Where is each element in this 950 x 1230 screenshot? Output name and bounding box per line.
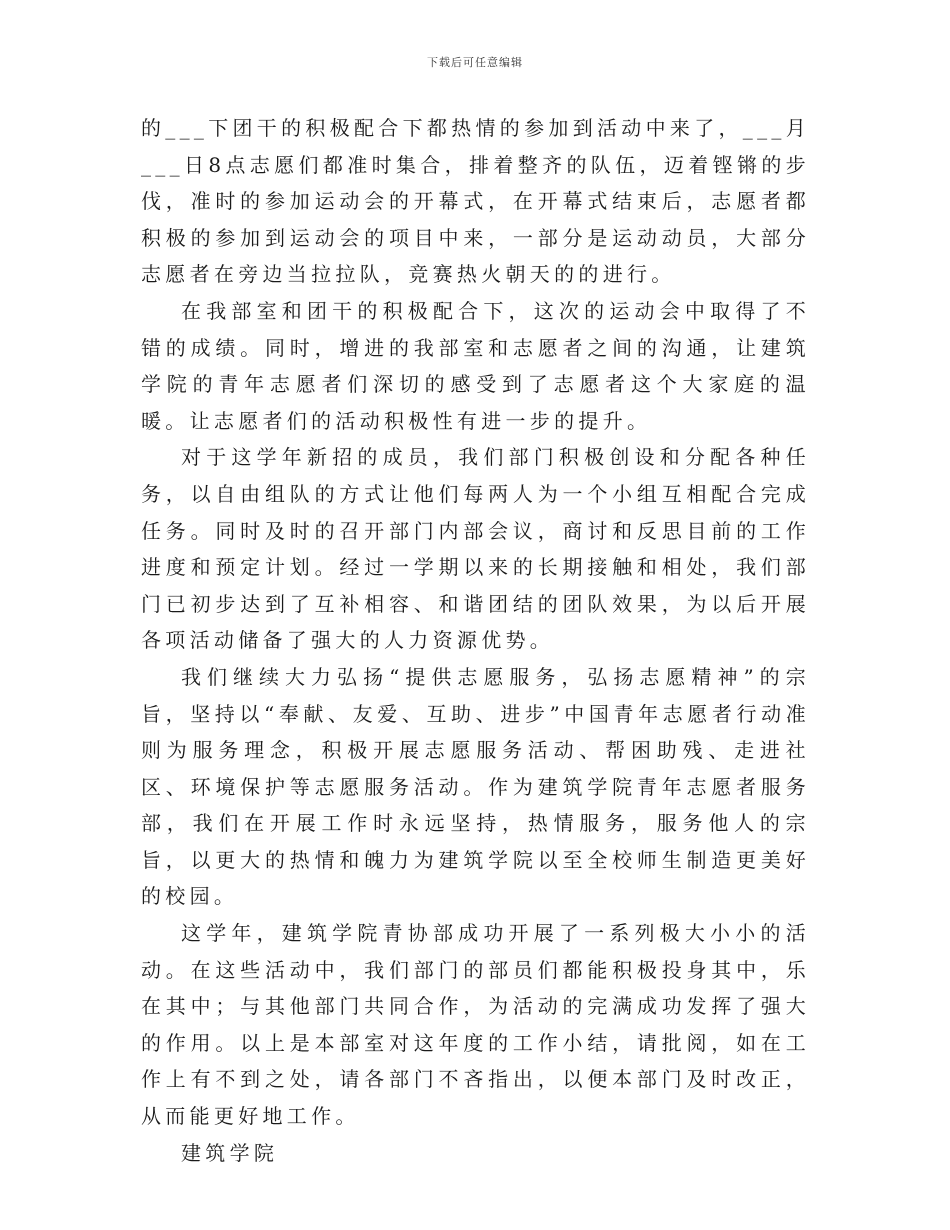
page-header: 下载后可任意编辑 <box>427 56 523 69</box>
signature: 建筑学院 <box>181 1140 279 1165</box>
paragraph-3: 对于这学年新招的成员，我们部门积极创设和分配各种任务，以自由组队的方式让他们每两人为一个小组互相配合完成任务。同时及时的召开部门内部会议，商讨和反思目前的工作进度和预定计划。经过一学期以来的长期接触和相处，我们部门已初步达到了互补相容、和谐团结的团队效果，为以后开展各项活动储备了强大的人力资源优势。 <box>141 445 810 653</box>
paragraph-4: 我们继续大力弘扬“提供志愿服务，弘扬志愿精神”的宗旨，坚持以“奉献、友爱、互助、进步”中国青年志愿者行动准则为服务理念，积极开展志愿服务活动、帮困助残、走进社区、环境保护等志愿服务活动。作为建筑学院青年志愿者服务部，我们在开展工作时永远坚持，热情服务，服务他人的宗旨，以更大的热情和魄力为建筑学院以至全校师生制造更美好的校园。 <box>141 664 810 909</box>
document-body <box>141 110 810 1171</box>
paragraph-5: 这学年，建筑学院青协部成功开展了一系列极大小小的活动。在这些活动中，我们部门的部员们都能积极投身其中，乐在其中；与其他部门共同合作，为活动的完满成功发挥了强大的作用。以上是本部室对这年度的工作小结，请批阅，如在工作上有不到之处，请各部门不吝指出，以便本部门及时改正，从而能更好地工作。 <box>141 921 810 1129</box>
paragraph-1: 的___下团干的积极配合下都热情的参加到活动中来了，___月___日8点志愿们都准时集合，排着整齐的队伍，迈着铿锵的步伐，准时的参加运动会的开幕式，在开幕式结束后，志愿者都积极的参加到运动会的项目中来，一部分是运动动员，大部分志愿者在旁边当拉拉队，竞赛热火朝天的的进行。 <box>141 116 810 287</box>
paragraph-2: 在我部室和团干的积极配合下，这次的运动会中取得了不错的成绩。同时，增进的我部室和志愿者之间的沟通，让建筑学院的青年志愿者们深切的感受到了志愿者这个大家庭的温暖。让志愿者们的活动积极性有进一步的提升。 <box>141 298 810 433</box>
